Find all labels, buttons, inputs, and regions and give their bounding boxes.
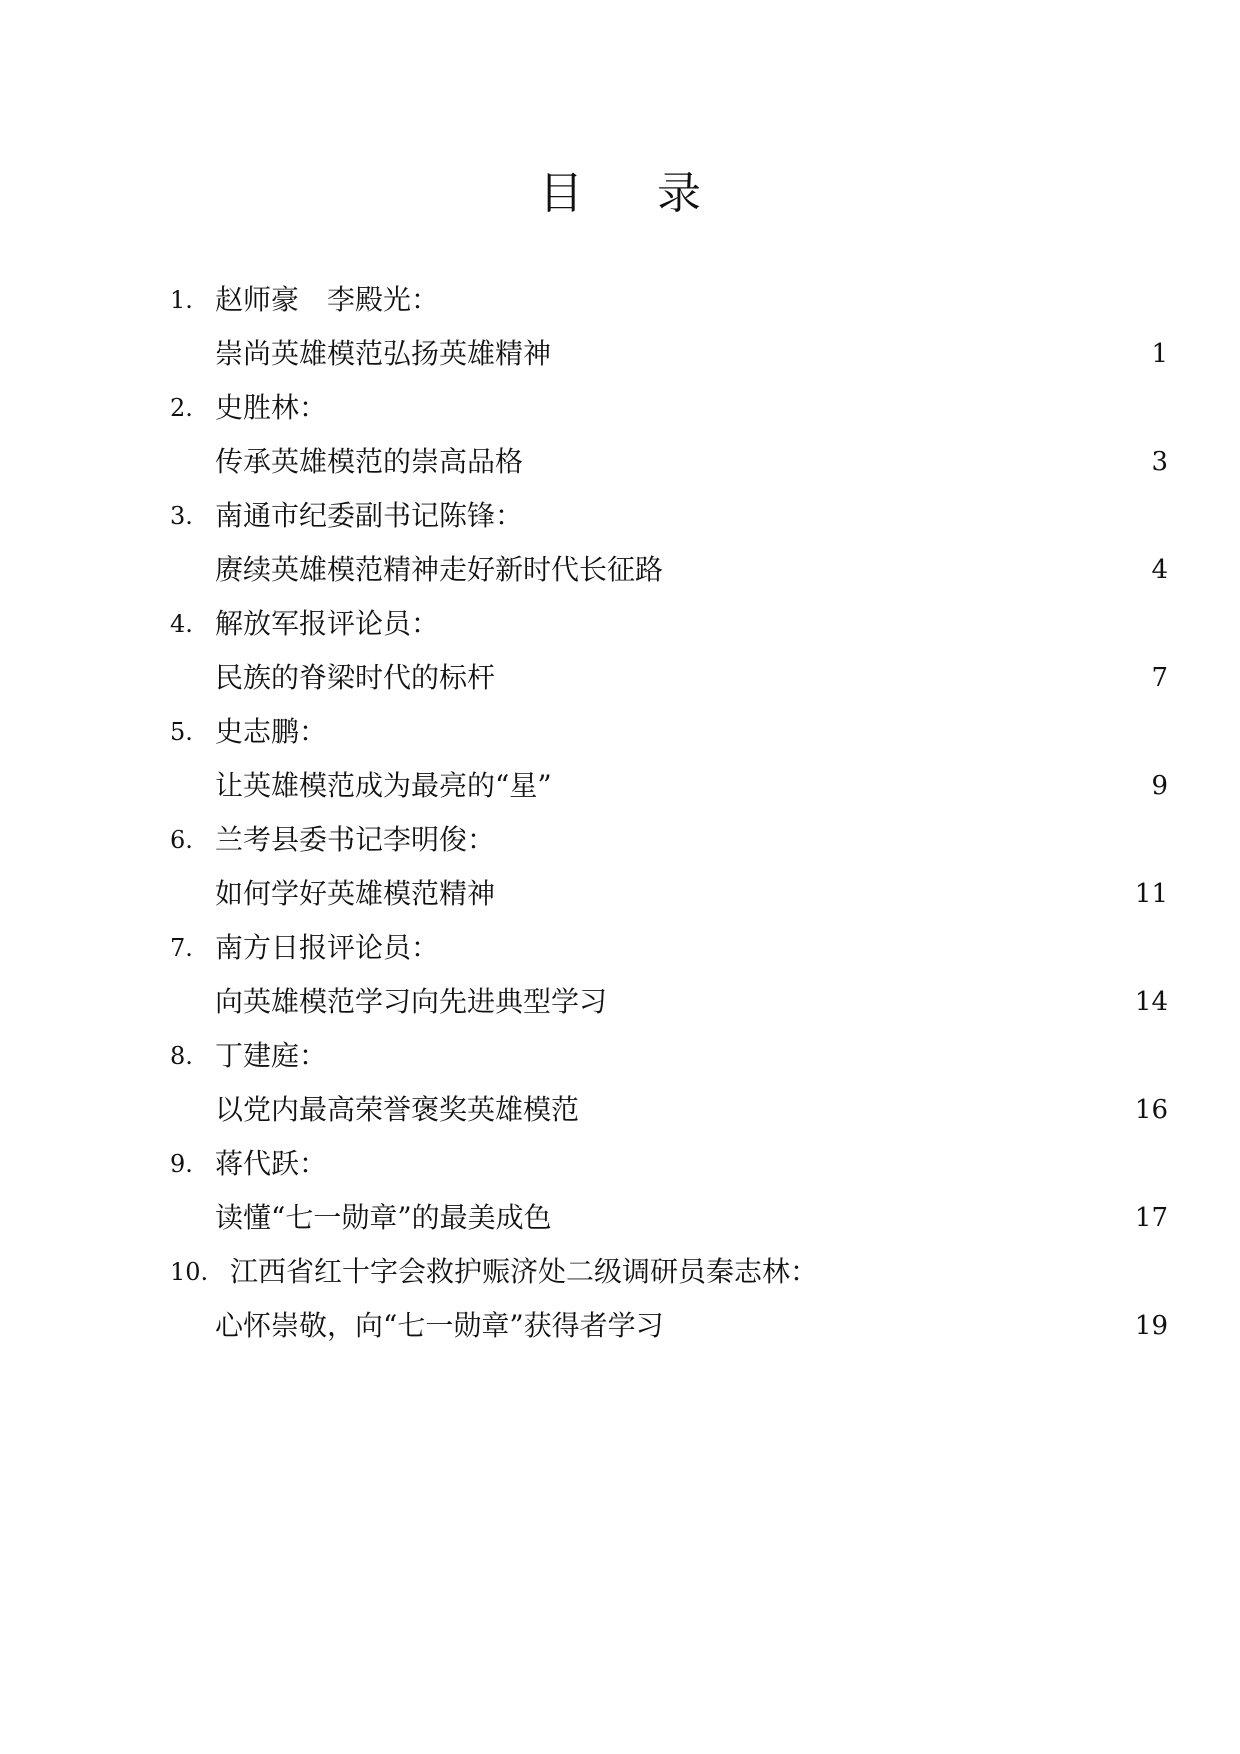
toc-entry[interactable] — [0, 496, 1240, 604]
toc-entry[interactable] — [0, 928, 1240, 1036]
entry-number: 2. — [170, 394, 193, 422]
entry-author: 赵师豪 李殿光： — [215, 283, 440, 316]
entry-author: 史志鹏： — [215, 715, 328, 748]
entry-number: 9. — [170, 1150, 193, 1178]
toc-entry[interactable] — [0, 1144, 1240, 1252]
toc-entry[interactable] — [0, 1036, 1240, 1144]
entry-number: 6. — [170, 826, 193, 854]
entry-article-title: 赓续英雄模范精神走好新时代长征路 — [215, 553, 664, 586]
entry-page-number: 19 — [1134, 1311, 1168, 1341]
entry-article-title: 崇尚英雄模范弘扬英雄精神 — [215, 337, 552, 370]
toc-entry[interactable] — [0, 1252, 1240, 1360]
entry-page-number: 16 — [1134, 1095, 1168, 1125]
page-title: 目 录 — [539, 168, 731, 219]
entry-page-number: 9 — [1151, 771, 1168, 801]
entry-article-title: 如何学好英雄模范精神 — [215, 877, 496, 910]
entry-page-number: 1 — [1151, 339, 1168, 369]
toc-entry[interactable] — [0, 712, 1240, 820]
entry-page-number: 11 — [1134, 879, 1168, 909]
toc-entry[interactable] — [0, 820, 1240, 928]
entry-author: 兰考县委书记李明俊： — [215, 823, 496, 856]
entry-article-title: 心怀崇敬，向“七一勋章”获得者学习 — [215, 1309, 664, 1342]
entry-number: 1. — [170, 286, 193, 314]
entry-author: 南方日报评论员： — [215, 931, 440, 964]
entry-number: 10. — [170, 1258, 209, 1286]
entry-article-title: 民族的脊梁时代的标杆 — [215, 661, 496, 694]
entry-article-title: 向英雄模范学习向先进典型学习 — [215, 985, 608, 1018]
entry-page-number: 4 — [1151, 555, 1168, 585]
toc-entry[interactable] — [0, 604, 1240, 712]
entry-article-title: 让英雄模范成为最亮的“星” — [215, 769, 552, 802]
entry-author: 丁建庭： — [215, 1039, 328, 1072]
toc-entry[interactable] — [0, 388, 1240, 496]
entry-page-number: 3 — [1151, 447, 1168, 477]
entry-number: 8. — [170, 1042, 193, 1070]
entry-article-title: 传承英雄模范的崇高品格 — [215, 445, 524, 478]
entry-author: 蒋代跃： — [215, 1147, 328, 1180]
table-of-contents — [0, 280, 1240, 1360]
entry-page-number: 7 — [1151, 663, 1168, 693]
entry-author: 南通市纪委副书记陈锋： — [215, 499, 524, 532]
entry-article-title: 以党内最高荣誉褒奖英雄模范 — [215, 1093, 580, 1126]
entry-number: 7. — [170, 934, 193, 962]
entry-number: 4. — [170, 610, 193, 638]
toc-entry[interactable] — [0, 280, 1240, 388]
entry-number: 5. — [170, 718, 193, 746]
entry-page-number: 17 — [1134, 1203, 1168, 1233]
entry-page-number: 14 — [1134, 987, 1168, 1017]
entry-author: 解放军报评论员： — [215, 607, 440, 640]
entry-number: 3. — [170, 502, 193, 530]
entry-author: 史胜林： — [215, 391, 328, 424]
entry-author: 江西省红十字会救护赈济处二级调研员秦志林： — [230, 1255, 819, 1288]
entry-article-title: 读懂“七一勋章”的最美成色 — [215, 1201, 552, 1234]
